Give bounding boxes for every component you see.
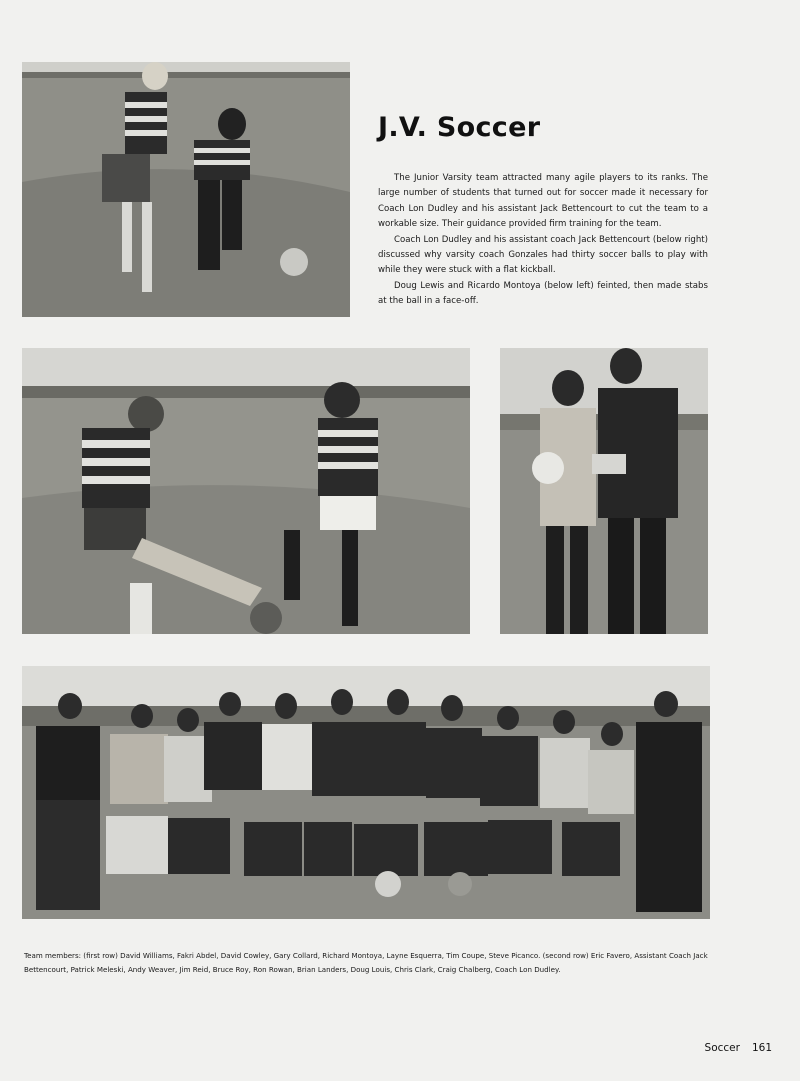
photo-caption: Team members: (first row) David Williams, Fakri Abdel, David Cowley, Gary Collard, Richard Montoya, Layne Esquerra, Tim Coupe, Steve Picanco. (second row) Eric Favero, Assistant Coach Jack Bettencourt, Patrick Meleski, Andy Weaver, Jim Reid, Bruce Roy, Ron Rowan, Brian Landers, Doug Louis, Chris Clark, Craig Chalberg, Coach Lon Dudley. bbox=[24, 951, 708, 974]
photo-two-players bbox=[22, 62, 350, 317]
folio bbox=[705, 1042, 772, 1054]
photo-coaches bbox=[500, 348, 708, 634]
paragraph: Coach Lon Dudley and his assistant coach Jack Bettencourt (below right) discussed why varsity coach Gonzales had thirty soccer balls to play with while they were stuck with a flat kickball. bbox=[378, 234, 708, 276]
photo-team bbox=[22, 666, 710, 919]
photo-face-off bbox=[22, 348, 470, 634]
paragraph: Doug Lewis and Ricardo Montoya (below left) feinted, then made stabs at the ball in a face-off. bbox=[378, 280, 708, 307]
article-body bbox=[378, 171, 708, 310]
section-label: Soccer bbox=[704, 1042, 740, 1054]
paragraph: The Junior Varsity team attracted many agile players to its ranks. The large number of students that turned out for soccer made it necessary for Coach Lon Dudley and his assistant Jack Bettencourt to cut the team to a workable size. Their guidance provided firm training for the team. bbox=[378, 173, 708, 230]
page-number: 161 bbox=[751, 1042, 772, 1054]
page-title: J.V. Soccer bbox=[378, 112, 541, 143]
